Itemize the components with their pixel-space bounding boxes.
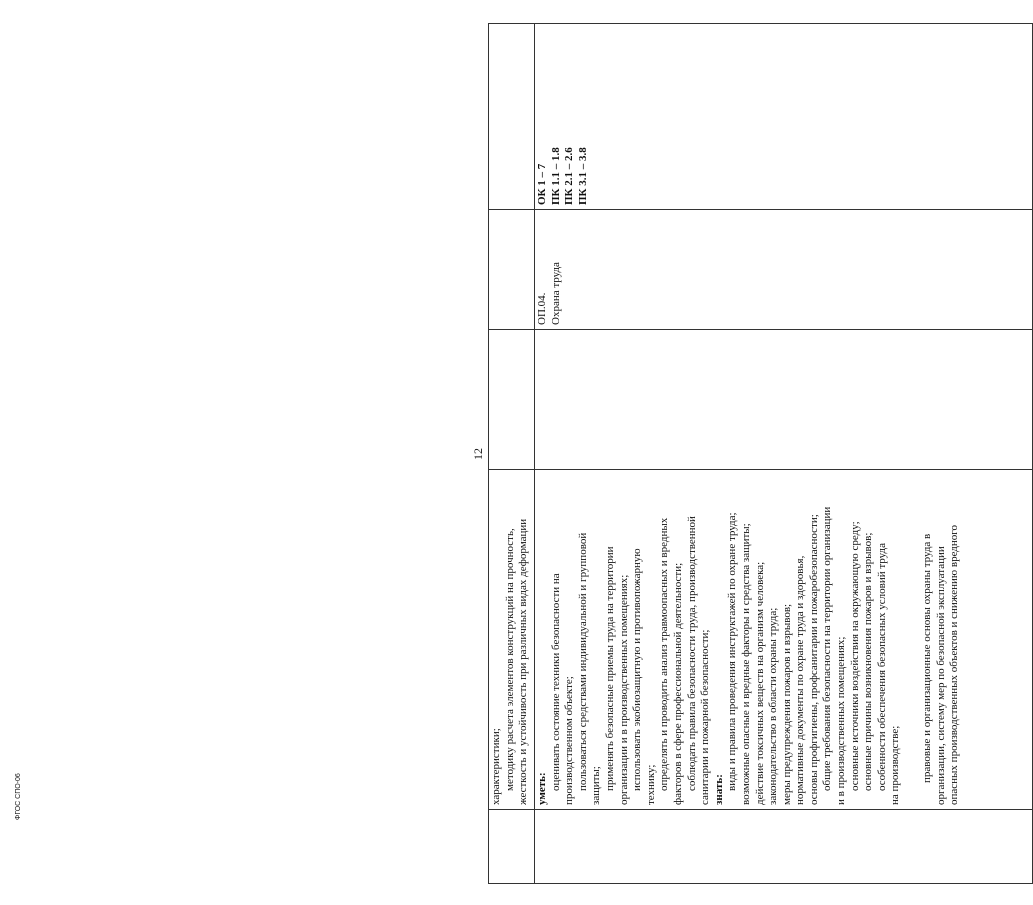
text-line: характеристики;	[490, 728, 502, 805]
text-line: применять безопасные приемы труда на территории	[603, 546, 616, 791]
text-line: меры предупреждения пожаров и взрывов;	[780, 603, 793, 805]
text-line: правовые и организационные основы охраны труда в	[921, 533, 934, 783]
cell-hours-top	[489, 330, 535, 470]
text-line: технику;	[644, 764, 657, 805]
cell-index-main	[535, 810, 1033, 884]
competence-code: ПК 3.1 – 3.8	[576, 147, 589, 205]
cell-competence-top	[489, 24, 535, 210]
text-line: опасных производственных объектов и снижению вредного	[948, 524, 961, 805]
rotated-page	[33, 24, 961, 884]
text-line: на производстве;	[889, 725, 902, 805]
text-line: виды и правила проведения инструктажей по охране труда;	[726, 512, 739, 791]
discipline-code: ОП.04.	[536, 292, 548, 325]
text-line: факторов в сфере профессиональной деятельности;	[671, 562, 684, 805]
text-line: основные источники воздействия на окружающую среду;	[848, 521, 861, 791]
text-line: нормативные документы по охране труда и здоровья,	[794, 555, 807, 805]
cell-hours-main	[535, 330, 1033, 470]
text-line: основы профгигиены, профсанитарии и пожаробезопасности;	[807, 514, 820, 805]
text-line: защиты;	[590, 766, 603, 805]
cell-content-main	[535, 470, 1033, 810]
text-line: организации и в производственных помещениях;	[617, 574, 630, 805]
cell-discipline-main	[535, 210, 1033, 330]
competence-code: ПК 1.1 – 1.8	[549, 147, 562, 205]
cell-discipline-top	[489, 210, 535, 330]
cell-content-top	[489, 470, 535, 810]
curriculum-table	[488, 23, 1033, 884]
page-number: 12	[471, 448, 485, 460]
text-line: общие требования безопасности на территории организации	[821, 506, 834, 791]
text-line: основные причины возникновения пожаров и взрывов;	[862, 532, 875, 791]
text-line: санитарии и пожарной безопасности;	[699, 629, 712, 805]
text-line: жесткость и устойчивость при различных видах деформации	[517, 518, 530, 805]
text-line: особенности обеспечения безопасных условий труда	[875, 543, 888, 791]
table-row-top	[489, 24, 535, 884]
table-row-main	[535, 24, 1033, 884]
umet-heading: уметь:	[536, 772, 548, 805]
text-line: пользоваться средствами индивидуальной и групповой	[576, 532, 589, 791]
competence-code: ПК 2.1 – 2.6	[563, 147, 576, 205]
spacer	[903, 474, 921, 805]
text-line: использовать экобиозащитную и противопожарную	[631, 548, 644, 791]
text-line: действие токсичных веществ на организм человека;	[753, 561, 766, 805]
cell-competence-main	[535, 24, 1033, 210]
text-line: и в производственных помещениях;	[835, 636, 848, 805]
text-line: законодательство в области охраны труда;	[767, 607, 780, 805]
footer-label: ФГОС СПО-06	[15, 773, 22, 820]
text-line: возможные опасные и вредные факторы и средства защиты;	[739, 523, 752, 805]
text-line: организации, систему мер по безопасной эксплуатации	[934, 546, 947, 805]
znat-heading: знать:	[712, 774, 725, 805]
text-line: производственном объекте;	[563, 676, 576, 805]
text-line: определять и проводить анализ травмоопасных и вредных	[658, 517, 671, 791]
competence-code: ОК 1 – 7	[536, 163, 548, 205]
cell-index-top	[489, 810, 535, 884]
text-line: методику расчета элементов конструкций на прочность,	[503, 528, 516, 791]
discipline-name: Охрана труда	[549, 262, 562, 325]
text-line: соблюдать правила безопасности труда, производственной	[685, 516, 698, 791]
text-line: оценивать состояние техники безопасности на	[549, 573, 562, 791]
